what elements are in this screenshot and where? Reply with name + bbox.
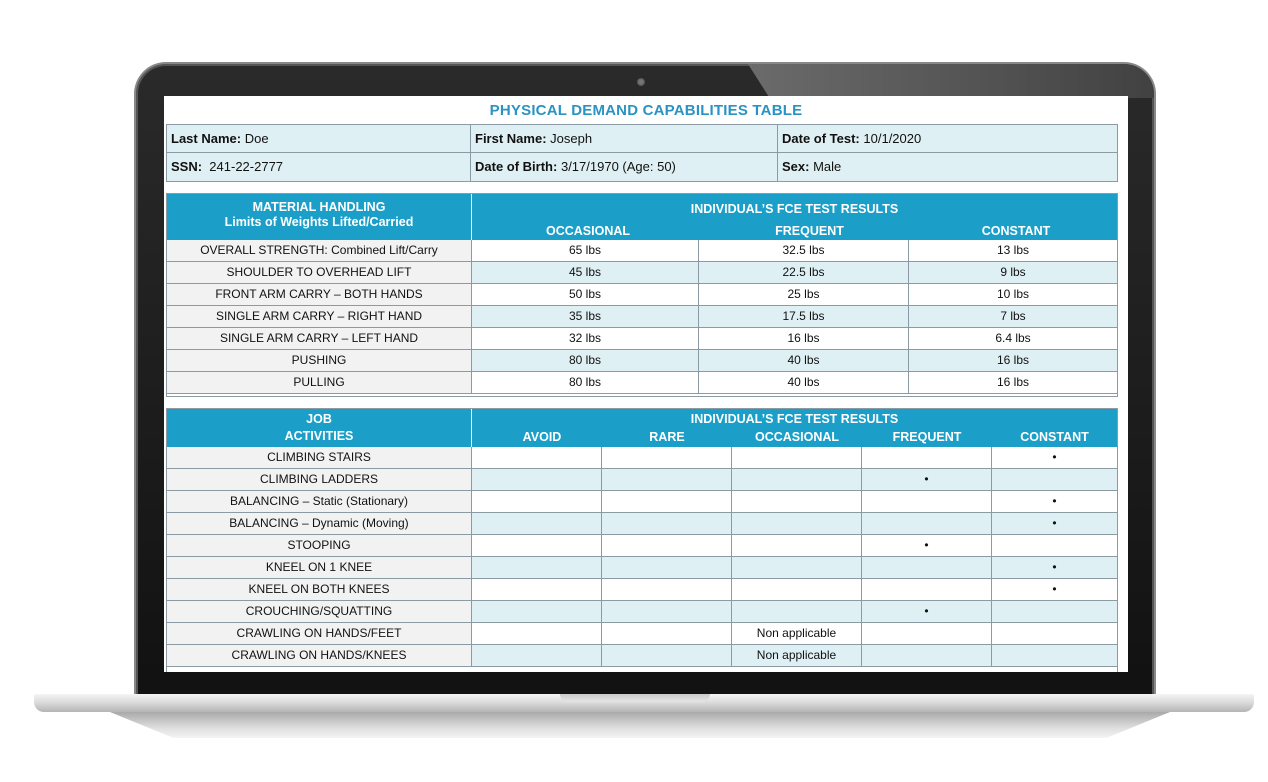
job-row-value (732, 579, 862, 601)
job-row-value (602, 469, 732, 491)
material-row-value: 40 lbs (699, 372, 909, 394)
job-row-value (992, 601, 1117, 623)
job-row-value: • (992, 557, 1117, 579)
job-row (167, 447, 1117, 469)
job-row-value (862, 447, 992, 469)
material-row (167, 372, 1117, 394)
job-row (167, 645, 1117, 667)
last-name-cell: Last Name: Doe (167, 125, 471, 153)
material-row-value: 6.4 lbs (909, 328, 1117, 350)
material-header-right (472, 194, 1117, 240)
job-row (167, 469, 1117, 491)
job-row-value (862, 513, 992, 535)
job-row-label: CRAWLING ON HANDS/KNEES (167, 645, 472, 667)
material-row (167, 240, 1117, 262)
job-row-value: • (992, 513, 1117, 535)
laptop-opening-notch (560, 694, 710, 702)
job-row-value (602, 579, 732, 601)
material-row (167, 284, 1117, 306)
material-row-value: 13 lbs (909, 240, 1117, 262)
date-of-test-cell: Date of Test: 10/1/2020 (778, 125, 1117, 153)
date-of-test-value: 10/1/2020 (863, 131, 922, 146)
sex-cell: Sex: Male (778, 153, 1117, 181)
job-row-value (732, 469, 862, 491)
material-row-value: 65 lbs (472, 240, 699, 262)
job-header-left (167, 409, 472, 447)
job-row-label: CLIMBING STAIRS (167, 447, 472, 469)
laptop-screen (164, 96, 1128, 672)
job-row-value (992, 469, 1117, 491)
material-col-occasional: OCCASIONAL (545, 224, 631, 238)
job-row (167, 601, 1117, 623)
screen-glare (748, 64, 1154, 98)
job-row-value: • (992, 491, 1117, 513)
job-row-value (472, 469, 602, 491)
webcam-icon (637, 78, 645, 86)
job-row-value (862, 491, 992, 513)
material-row-value: 80 lbs (472, 372, 699, 394)
material-row-label: SHOULDER TO OVERHEAD LIFT (167, 262, 472, 284)
material-header-left (167, 194, 472, 240)
ssn-value: 241-22-2777 (209, 159, 284, 174)
job-row (167, 491, 1117, 513)
job-row-value (472, 645, 602, 667)
job-row-label: STOOPING (167, 535, 472, 557)
job-row-value (472, 447, 602, 469)
job-row (167, 579, 1117, 601)
job-activities-table (166, 408, 1118, 672)
material-row-value: 80 lbs (472, 350, 699, 372)
job-header-line-1: JOB (306, 412, 332, 426)
material-row-value: 32 lbs (472, 328, 699, 350)
job-row-value (862, 557, 992, 579)
material-row-label: OVERALL STRENGTH: Combined Lift/Carry (167, 240, 472, 262)
material-row (167, 328, 1117, 350)
job-row (167, 623, 1117, 645)
material-row (167, 262, 1117, 284)
job-row-value: • (992, 447, 1117, 469)
job-row-value (602, 601, 732, 623)
material-row-value: 40 lbs (699, 350, 909, 372)
job-header-group: INDIVIDUAL’S FCE TEST RESULTS (690, 412, 899, 426)
material-col-frequent: FREQUENT (775, 224, 844, 238)
job-row-value (472, 601, 602, 623)
job-row (167, 513, 1117, 535)
material-header-line-1: MATERIAL HANDLING (252, 200, 386, 214)
job-header-right (472, 409, 1117, 447)
material-row-value: 45 lbs (472, 262, 699, 284)
material-header-group: INDIVIDUAL’S FCE TEST RESULTS (690, 202, 899, 216)
job-col-rare: RARE (649, 430, 685, 444)
job-row-label: KNEEL ON BOTH KNEES (167, 579, 472, 601)
job-row-value (992, 535, 1117, 557)
job-row-value (732, 513, 862, 535)
job-row-value (732, 491, 862, 513)
job-row-value (602, 645, 732, 667)
job-row-value (602, 623, 732, 645)
dob-cell: Date of Birth: 3/17/1970 (Age: 50) (471, 153, 778, 181)
job-col-occasional: OCCASIONAL (754, 430, 840, 444)
material-row-label: FRONT ARM CARRY – BOTH HANDS (167, 284, 472, 306)
job-row-value (472, 557, 602, 579)
job-row (167, 535, 1117, 557)
job-row-value (602, 491, 732, 513)
job-row-value (472, 535, 602, 557)
laptop-base-shadow (110, 712, 1170, 738)
job-row-value (732, 535, 862, 557)
material-row-value: 10 lbs (909, 284, 1117, 306)
material-row-value: 32.5 lbs (699, 240, 909, 262)
job-row-value (602, 513, 732, 535)
job-row-label: KNEEL ON 1 KNEE (167, 557, 472, 579)
job-row-value: • (992, 579, 1117, 601)
material-row-value: 16 lbs (909, 350, 1117, 372)
job-col-avoid: AVOID (522, 430, 562, 444)
first-name-cell: First Name: Joseph (471, 125, 778, 153)
last-name-value: Doe (244, 131, 269, 146)
material-row-value: 50 lbs (472, 284, 699, 306)
job-col-constant: CONSTANT (1020, 430, 1089, 444)
material-row-label: PULLING (167, 372, 472, 394)
material-row-value: 22.5 lbs (699, 262, 909, 284)
material-row-value: 9 lbs (909, 262, 1117, 284)
material-row-value: 16 lbs (699, 328, 909, 350)
job-row (167, 557, 1117, 579)
job-row-value (732, 601, 862, 623)
material-header-line-2: Limits of Weights Lifted/Carried (224, 215, 414, 229)
job-row-value (862, 623, 992, 645)
job-header-line-2: ACTIVITIES (284, 429, 354, 443)
material-row-label: SINGLE ARM CARRY – LEFT HAND (167, 328, 472, 350)
patient-info-table (166, 124, 1118, 182)
job-row-value (472, 579, 602, 601)
job-row-label: CLIMBING LADDERS (167, 469, 472, 491)
material-row-label: SINGLE ARM CARRY – RIGHT HAND (167, 306, 472, 328)
material-row-value: 17.5 lbs (699, 306, 909, 328)
job-row-label: CRAWLING ON HANDS/FEET (167, 623, 472, 645)
material-row-value: 16 lbs (909, 372, 1117, 394)
job-row-value (862, 579, 992, 601)
job-row-value: • (862, 535, 992, 557)
job-row-value (862, 645, 992, 667)
job-row-value: Non applicable (732, 645, 862, 667)
job-row-value: • (862, 601, 992, 623)
dob-value: 3/17/1970 (Age: 50) (560, 159, 676, 174)
job-row-value (992, 623, 1117, 645)
job-row-value (602, 447, 732, 469)
material-row-value: 35 lbs (472, 306, 699, 328)
ssn-cell: SSN: 241-22-2777 (167, 153, 471, 181)
material-handling-table (166, 193, 1118, 397)
material-row-value: 7 lbs (909, 306, 1117, 328)
job-row-value: Non applicable (732, 623, 862, 645)
job-row-label: CROUCHING/SQUATTING (167, 601, 472, 623)
material-row-label: PUSHING (167, 350, 472, 372)
job-row-value (732, 447, 862, 469)
material-row-value: 25 lbs (699, 284, 909, 306)
job-row-label: BALANCING – Dynamic (Moving) (167, 513, 472, 535)
job-row-value (602, 535, 732, 557)
material-row (167, 350, 1117, 372)
job-row-value: • (862, 469, 992, 491)
job-row-value (472, 491, 602, 513)
material-col-constant: CONSTANT (981, 224, 1051, 238)
job-row-value (992, 645, 1117, 667)
material-row (167, 306, 1117, 328)
job-row-value (472, 623, 602, 645)
job-col-frequent: FREQUENT (892, 430, 962, 444)
job-row-value (472, 513, 602, 535)
job-row-value (602, 557, 732, 579)
job-row-label: BALANCING – Static (Stationary) (167, 491, 472, 513)
sex-value: Male (813, 159, 842, 174)
job-row-value (732, 557, 862, 579)
page-title: PHYSICAL DEMAND CAPABILITIES TABLE (489, 102, 803, 119)
first-name-value: Joseph (550, 131, 593, 146)
